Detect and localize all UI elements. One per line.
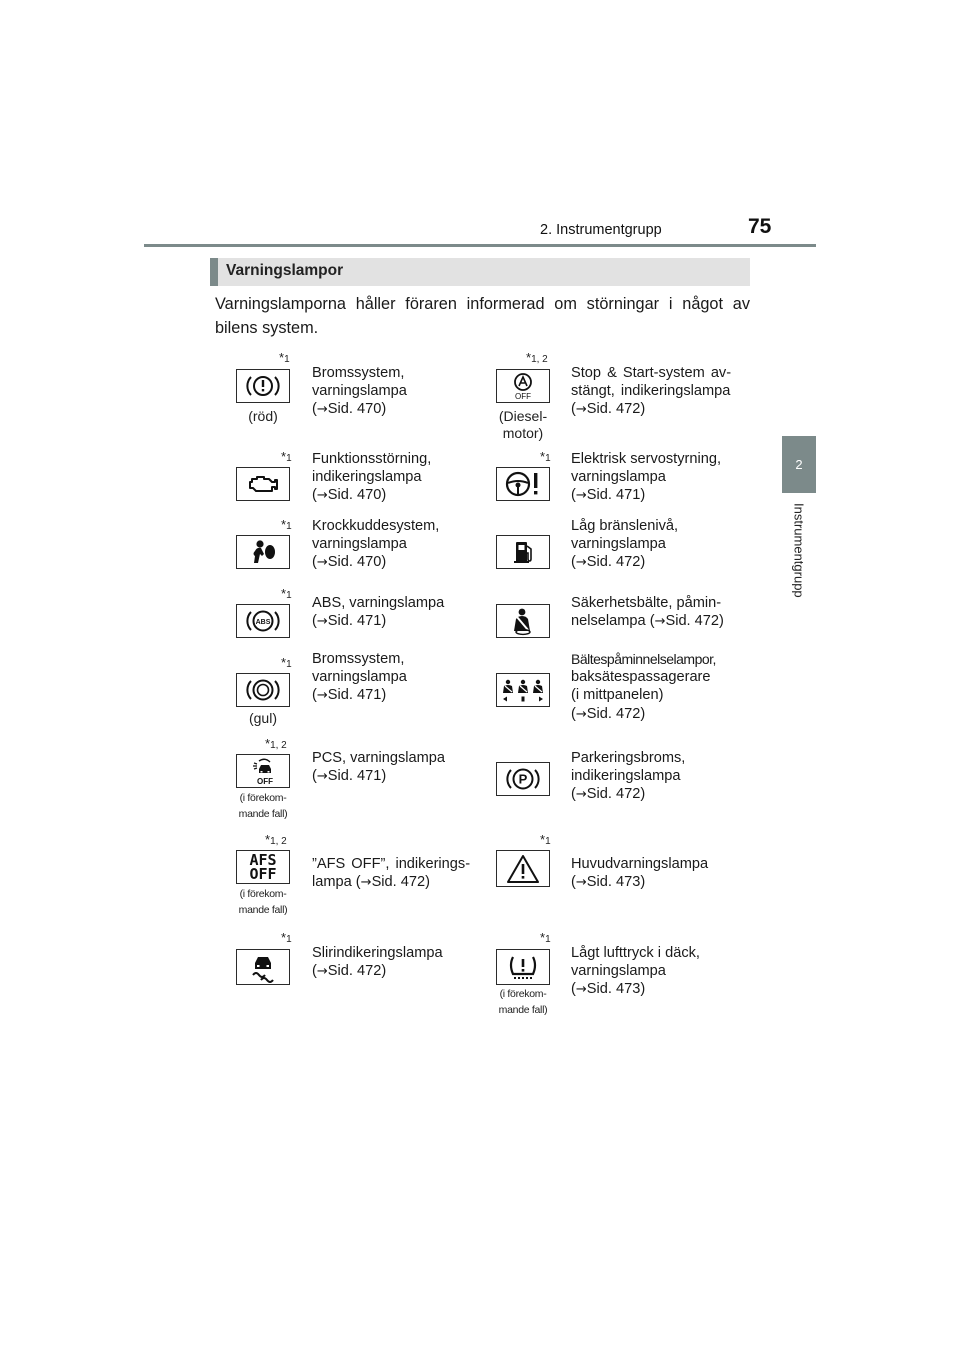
- desc-line: Slirindikeringslampa: [312, 945, 443, 961]
- pcs-off-icon: [236, 754, 290, 788]
- arrow-icon: →: [316, 614, 328, 630]
- footnote-mark: [281, 517, 292, 532]
- ref-open: (: [571, 401, 576, 418]
- ref-open: (: [312, 768, 317, 785]
- asterisk: *: [526, 350, 532, 365]
- desc-line: Bromssystem,: [312, 365, 405, 381]
- lamp-description: [571, 594, 743, 631]
- desc-line: varningslampa: [312, 536, 407, 553]
- desc-line: Säkerhetsbälte, påmin-: [571, 595, 722, 611]
- slip-indicator-icon: [236, 949, 290, 985]
- ref-open: (: [312, 554, 317, 571]
- footnote-mark: [540, 449, 551, 464]
- page-reference[interactable]: [312, 686, 480, 705]
- desc-line: stängt, indikeringslampa: [571, 383, 731, 400]
- note-line: mande fall): [238, 808, 288, 820]
- lamp-description: [571, 944, 739, 1000]
- desc-line: varningslampa: [571, 469, 666, 486]
- arrow-icon: →: [575, 402, 587, 418]
- arrow-icon: →: [654, 614, 666, 630]
- desc-line: varningslampa: [312, 669, 407, 686]
- ref-page: Sid. 471): [327, 768, 387, 785]
- desc-line: Krockkuddesystem,: [312, 518, 440, 534]
- p-label: P: [518, 771, 528, 787]
- section-heading: [210, 258, 750, 286]
- ref-page: Sid. 472): [586, 554, 646, 571]
- fuel-pump-icon: [496, 535, 550, 569]
- lamp-description: [312, 364, 480, 420]
- desc-line: PCS, varningslampa: [312, 750, 446, 766]
- lamp-description: [312, 517, 480, 573]
- arrow-icon: →: [316, 769, 328, 785]
- ref-open: (: [312, 687, 317, 704]
- page-reference[interactable]: [571, 785, 739, 804]
- ref-page: Sid. 470): [327, 487, 387, 504]
- lamp-description: [312, 594, 480, 631]
- note-line: motor): [502, 425, 544, 441]
- arrow-icon: →: [316, 555, 328, 571]
- arrow-icon: →: [575, 787, 587, 803]
- ref-open: (: [571, 981, 576, 998]
- ref-open: (: [312, 401, 317, 418]
- footnote-index: 1: [284, 354, 290, 365]
- desc-line: (i mittpanelen): [571, 687, 664, 704]
- desc-line: indikeringslampa: [571, 768, 681, 785]
- ref-page: Sid. 472): [327, 963, 387, 980]
- engine-note: [490, 408, 556, 442]
- footnote-mark: [540, 930, 551, 945]
- page-reference[interactable]: [571, 705, 739, 724]
- off-label: OFF: [257, 777, 273, 786]
- note-line: mande fall): [498, 1004, 548, 1016]
- brake-system-yellow-icon: [236, 673, 290, 707]
- footnote-index: 1: [286, 453, 292, 464]
- ref-page: Sid. 471): [327, 687, 387, 704]
- lamp-description: [571, 364, 743, 420]
- footnote-index: 1, 2: [531, 354, 548, 365]
- footnote-mark: [279, 350, 290, 365]
- ref-page: Sid. 471): [327, 613, 387, 630]
- lamp-description: [312, 650, 480, 706]
- footnote-index: 1, 2: [270, 836, 287, 847]
- lamp-description: [571, 749, 739, 805]
- note-line: (i förekom-: [499, 988, 547, 1000]
- footnote-index: 1, 2: [270, 740, 287, 751]
- lamp-description: [312, 944, 480, 981]
- tire-pressure-icon: [496, 949, 550, 985]
- page-header: [0, 0, 960, 260]
- arrow-icon: →: [575, 706, 587, 722]
- abs-label: ABS: [255, 619, 271, 626]
- chapter-tab[interactable]: 2: [782, 436, 816, 493]
- footnote-index: 1: [545, 836, 551, 847]
- asterisk: *: [265, 736, 271, 751]
- heading-bar: [210, 258, 218, 286]
- page-reference[interactable]: [312, 553, 480, 572]
- ref-open: (: [312, 487, 317, 504]
- airbag-icon: [236, 535, 290, 569]
- header-rule: [144, 244, 816, 247]
- ref-page: Sid. 472): [586, 705, 646, 722]
- footnote-mark: [540, 832, 551, 847]
- footnote-mark: [281, 655, 292, 670]
- ref-open: (: [312, 613, 317, 630]
- footnote-mark: [526, 350, 548, 365]
- abs-icon: [236, 604, 290, 638]
- footnote-index: 1: [286, 521, 292, 532]
- page-number: 75: [748, 215, 772, 238]
- lamp-description: [571, 450, 739, 506]
- page-reference[interactable]: [571, 980, 739, 999]
- page-reference[interactable]: [571, 553, 739, 572]
- arrow-icon: →: [360, 875, 372, 891]
- asterisk: *: [281, 586, 287, 601]
- page-reference[interactable]: [312, 400, 480, 419]
- footnote-index: 1: [286, 659, 292, 670]
- ref-open: (: [571, 874, 576, 891]
- page-reference[interactable]: [571, 612, 743, 631]
- desc-line: Elektrisk servostyrning,: [571, 451, 722, 467]
- arrow-icon: →: [316, 688, 328, 704]
- ref-page: Sid. 473): [586, 981, 646, 998]
- note-line: mande fall): [238, 904, 288, 916]
- page-reference[interactable]: [312, 486, 480, 505]
- desc-line: ”AFS OFF”, indikerings-: [312, 856, 471, 872]
- check-engine-icon: [236, 467, 290, 501]
- rear-seatbelt-icons: [496, 673, 550, 707]
- ref-lead: nelselampa (: [571, 613, 655, 630]
- seatbelt-icon: [496, 604, 550, 638]
- desc-line: indikeringslampa: [312, 469, 422, 486]
- intro-paragraph: Varningslamporna håller föraren informerad om störningar i något av bilens system.: [215, 295, 750, 337]
- lamp-description: [312, 855, 484, 892]
- ref-page: Sid. 472): [665, 613, 724, 630]
- arrow-icon: →: [316, 964, 328, 980]
- ref-open: (: [571, 487, 576, 504]
- chapter-label: [782, 503, 816, 621]
- footnote-index: 1: [286, 590, 292, 601]
- ref-open: (: [571, 786, 576, 803]
- desc-line: varningslampa: [312, 383, 407, 400]
- section-title: Varningslampor: [226, 262, 344, 279]
- desc-line: Låg bränslenivå,: [571, 518, 679, 534]
- desc-line: Lågt lufttryck i däck,: [571, 945, 700, 961]
- ref-lead: lampa (: [312, 874, 361, 891]
- brake-warning-icon: [236, 369, 290, 403]
- asterisk: *: [540, 832, 546, 847]
- page-reference[interactable]: [312, 873, 484, 892]
- desc-line: varningslampa: [571, 963, 666, 980]
- lamp-description: [571, 855, 739, 892]
- color-note: (gul): [248, 710, 277, 726]
- footnote-index: 1: [545, 934, 551, 945]
- page-reference[interactable]: [312, 767, 480, 786]
- footnote-mark: [281, 930, 292, 945]
- page-reference[interactable]: [571, 400, 743, 419]
- off-label: OFF: [515, 392, 531, 401]
- ref-open: (: [571, 705, 576, 722]
- desc-line: varningslampa: [571, 536, 666, 553]
- desc-line: Parkeringsbroms,: [571, 750, 686, 766]
- desc-line: ABS, varningslampa: [312, 595, 445, 611]
- ref-page: Sid. 470): [327, 401, 387, 418]
- asterisk: *: [540, 449, 546, 464]
- arrow-icon: →: [575, 875, 587, 891]
- arrow-icon: →: [316, 488, 328, 504]
- footnote-index: 1: [545, 453, 551, 464]
- stop-start-off-icon: [496, 369, 550, 403]
- arrow-icon: →: [575, 982, 587, 998]
- parking-brake-icon: [496, 762, 550, 796]
- availability-note: [486, 986, 560, 1018]
- asterisk: *: [279, 350, 285, 365]
- lamp-description: [571, 517, 739, 573]
- lamp-description: [312, 450, 480, 506]
- footnote-mark: [265, 832, 287, 847]
- ref-page: Sid. 470): [327, 554, 387, 571]
- footnote-mark: [281, 586, 292, 601]
- footnote-mark: [281, 449, 292, 464]
- footnote-index: 1: [286, 934, 292, 945]
- desc-line: Stop & Start-system av-: [571, 365, 732, 381]
- asterisk: *: [281, 449, 287, 464]
- desc-line: Funktionsstörning,: [312, 451, 432, 467]
- master-warning-icon: [496, 850, 550, 887]
- asterisk: *: [540, 930, 546, 945]
- note-line: (Diesel-: [498, 408, 548, 424]
- desc-line: Bromssystem,: [312, 651, 405, 667]
- ref-page: Sid. 472): [371, 874, 430, 891]
- ref-page: Sid. 472): [586, 786, 646, 803]
- note-line: (i förekom-: [239, 888, 287, 900]
- afs-off-icon: [236, 850, 290, 884]
- afs-text: AFS: [249, 851, 277, 869]
- desc-line: baksätespassagerare: [571, 669, 711, 686]
- desc-line: Huvudvarningslampa: [571, 856, 709, 872]
- page-reference[interactable]: [571, 486, 739, 505]
- note-line: (i förekom-: [239, 792, 287, 804]
- page-reference[interactable]: [571, 873, 739, 892]
- ref-open: (: [571, 554, 576, 571]
- ref-open: (: [312, 963, 317, 980]
- color-note: (röd): [248, 408, 278, 424]
- off-text: OFF: [249, 865, 277, 883]
- ref-page: Sid. 472): [586, 401, 646, 418]
- availability-note: [226, 790, 300, 822]
- asterisk: *: [281, 930, 287, 945]
- asterisk: *: [281, 517, 287, 532]
- power-steering-warning-icon: [496, 467, 550, 501]
- arrow-icon: →: [575, 488, 587, 504]
- chapter-label-text: Instrumentgrupp: [791, 503, 807, 598]
- ref-page: Sid. 473): [586, 874, 646, 891]
- availability-note: [226, 886, 300, 918]
- arrow-icon: →: [316, 402, 328, 418]
- ref-page: Sid. 471): [586, 487, 646, 504]
- page-reference[interactable]: [312, 962, 480, 981]
- desc-line: Bältespåminnelselampor,: [571, 651, 716, 667]
- lamp-description: [571, 650, 739, 724]
- running-header: 2. Instrumentgrupp: [540, 222, 662, 238]
- footnote-mark: [265, 736, 287, 751]
- asterisk: *: [265, 832, 271, 847]
- arrow-icon: →: [575, 555, 587, 571]
- asterisk: *: [281, 655, 287, 670]
- page-reference[interactable]: [312, 612, 480, 631]
- lamp-description: [312, 749, 480, 786]
